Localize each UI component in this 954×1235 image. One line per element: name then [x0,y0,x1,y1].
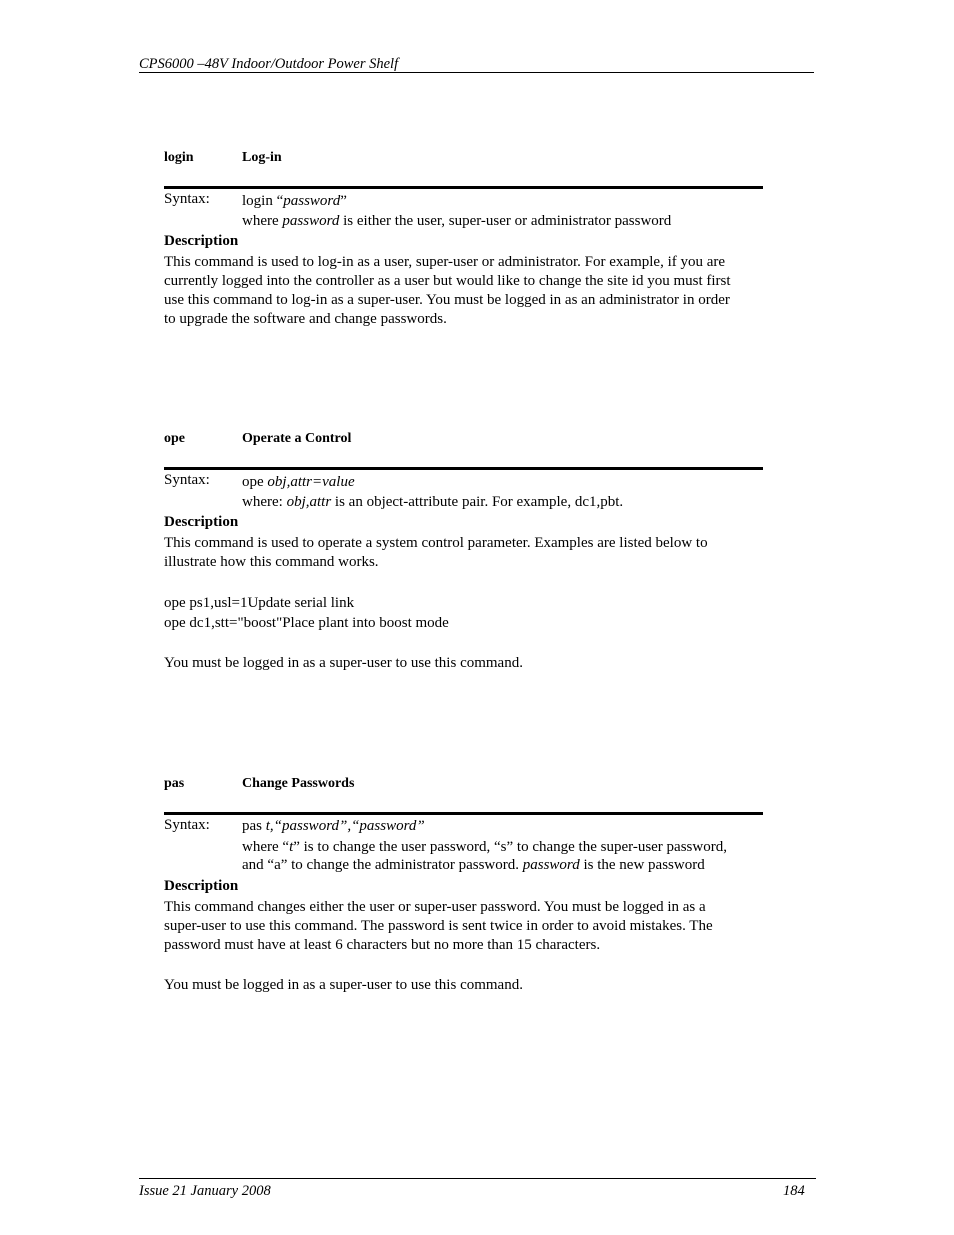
description-line: super-user to use this command. The password is sent twice in order to avoid mistakes. The [164,918,713,934]
login-syntax: login “password” [242,193,347,209]
ope-section-rule [164,467,763,470]
pas-syntax-where-line1: where “t” is to change the user password, “s” to change the super-user password, [242,839,727,855]
ope-description [164,534,708,572]
ope-note: You must be logged in as a super-user to use this command. [164,655,523,671]
description-line: password must have at least 6 characters but no more than 15 characters. [164,937,601,953]
login-description-heading: Description [164,233,239,249]
login-syntax-label: Syntax: [164,191,210,207]
ope-example: ope ps1,usl=1Update serial link [164,595,355,611]
ope-syntax: ope obj,attr=value [242,474,355,490]
pas-section-rule [164,812,763,815]
running-header-title: CPS6000 –48V Indoor/Outdoor Power Shelf [139,56,399,72]
pas-syntax: pas t,“password”,“password” [242,818,425,834]
description-line: This command is used to operate a system control parameter. Examples are listed below to [164,535,708,551]
header-rule [139,72,814,73]
pas-command-title: Change Passwords [242,776,355,791]
description-line: illustrate how this command works. [164,554,379,570]
description-line: currently logged into the controller as a user but would like to change the site id you must first [164,273,731,289]
page-number: 184 [783,1183,805,1199]
description-line: This command is used to log-in as a user, super-user or administrator. For example, if you are [164,254,726,270]
login-syntax-where: where password is either the user, super-user or administrator password [242,213,672,229]
pas-syntax-label: Syntax: [164,817,210,833]
ope-example: ope dc1,stt="boost"Place plant into boost mode [164,615,449,631]
login-command-name: login [164,150,194,165]
description-line: use this command to log-in as a super-user. You must be logged in as an administrator in order [164,292,730,308]
pas-note: You must be logged in as a super-user to use this command. [164,977,523,993]
ope-syntax-label: Syntax: [164,472,210,488]
ope-description-heading: Description [164,514,239,530]
login-description [164,253,731,329]
ope-command-name: ope [164,431,185,446]
footer-rule [139,1178,816,1179]
pas-description [164,898,713,955]
login-command-title: Log-in [242,150,282,165]
description-line: This command changes either the user or super-user password. You must be logged in as a [164,899,706,915]
login-section-rule [164,186,763,189]
ope-syntax-where: where: obj,attr is an object-attribute pair. For example, dc1,pbt. [242,494,624,510]
ope-command-title: Operate a Control [242,431,352,446]
pas-command-name: pas [164,776,185,791]
footer-issue-date: Issue 21 January 2008 [139,1183,271,1199]
pas-syntax-where-line2: and “a” to change the administrator password. password is the new password [242,857,705,873]
description-line: to upgrade the software and change passwords. [164,311,447,327]
pas-description-heading: Description [164,878,239,894]
